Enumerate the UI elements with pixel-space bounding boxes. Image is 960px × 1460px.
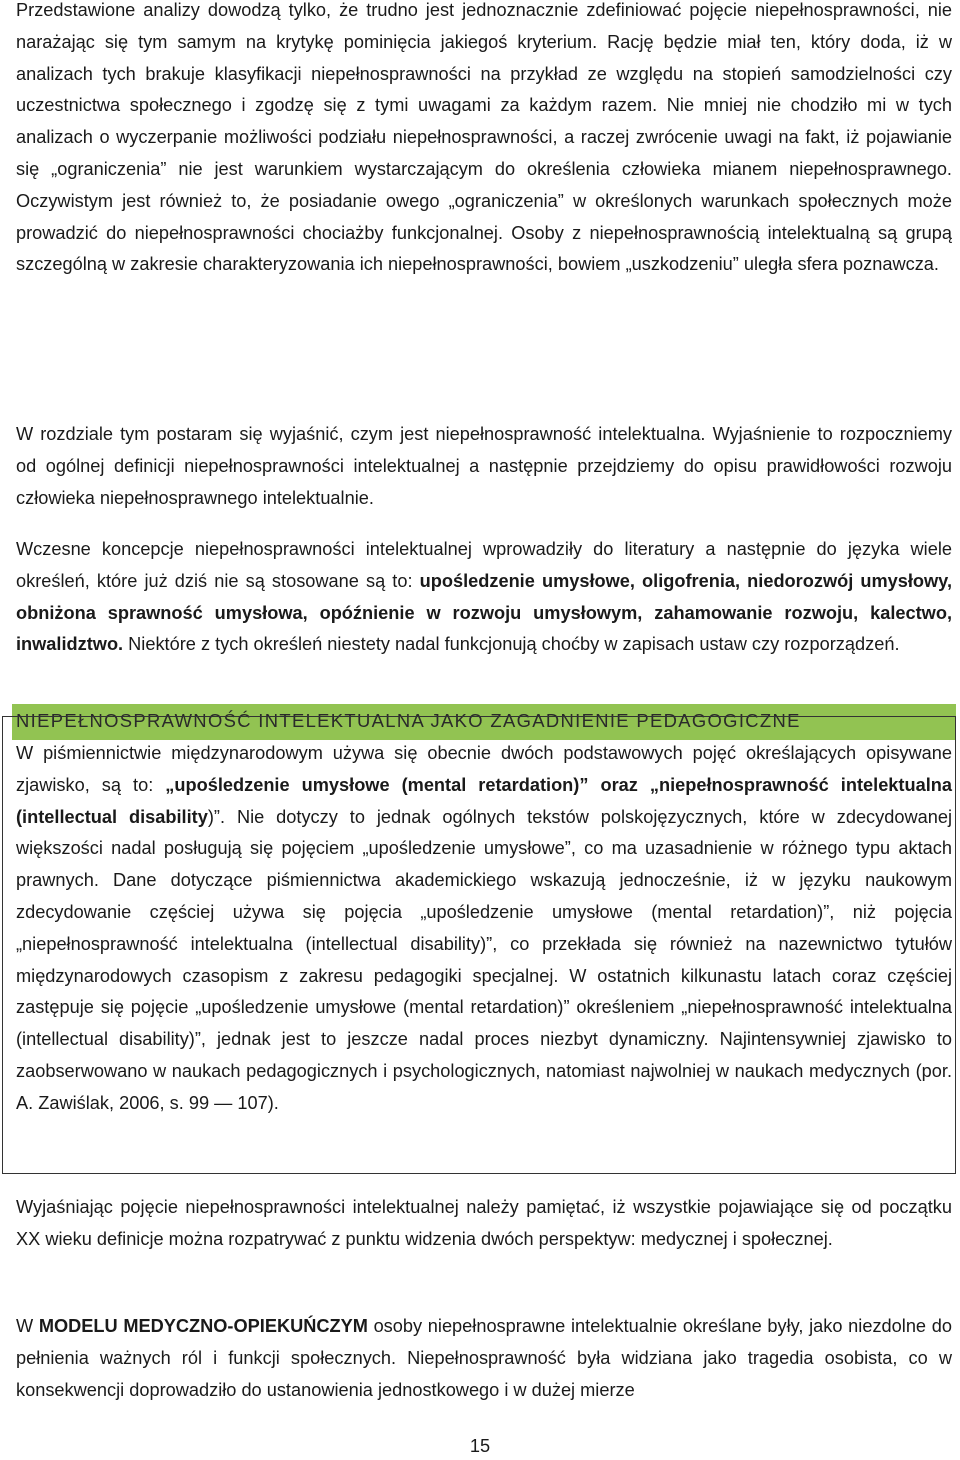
medical-model-name: MODELU MEDYCZNO-OPIEKUŃCZYM [38,1316,368,1336]
medical-model-text [16,1311,952,1406]
chapter-intro-paragraph [16,419,952,514]
explaining-text: Wyjaśniając pojęcie niepełnosprawności intelektualnej należy pamiętać, iż wszystkie pojawiające się od początku XX wieku definicje można rozpatrywać z punktu widzenia dwóch perspektyw: medycznej i społecznej. [16,1197,952,1249]
terminology-paragraph [16,738,952,1120]
terminology-part2: )”. Nie dotyczy to jednak ogólnych tekstów polskojęzycznych, które w zdecydowanej większości nadal posługują się pojęciem „upośledzenie umysłowe”, co ma uzasadnienie w różnego typu aktach prawnych. Dane dotyczące piśmiennictwa akademickiego wskazują jednocześnie, iż w języku naukowym zdecydowanie częściej używa się pojęcia „upośledzenie umysłowe (mental retardation)”, niż pojęcia „niepełnosprawność intelektualna (intellectual disability)”, co przekłada się również na nazewnictwo tytułów międzynarodowych czasopism z zakresu pedagogiki specjalnej. W ostatnich kilkunastu latach coraz częściej zastępuje się pojęcie „upośledzenie umysłowe (mental retardation)” określeniem „niepełnosprawność intelektualna (intellectual disability)”, jednak jest to jeszcze nadal proces niezbyt dynamiczny. Najintensywniej zjawisko to zaobserwowano w naukach pedagogicznych i psychologicznych, natomiast najwolniej w naukach medycznych (por. A. Zawiślak, 2006, s. 99 — 107). [16,806,952,1113]
chapter-intro-text: W rozdziale tym postaram się wyjaśnić, czym jest niepełnosprawność intelektualna. Wyjaśnienie to rozpoczniemy od ogólnej definicji niepełnosprawności intelektualnej a następnie przejdziemy do opisu prawidłowości rozwoju człowieka niepełnosprawnego intelektualnie. [16,424,952,508]
early-concepts-lead: Wczesne koncepcje niepełnosprawności intelektualnej wprowadziły do literatury a następnie do języka wiele określeń, które już dziś nie są stosowane są to: [16,539,952,591]
explaining-paragraph [16,1192,952,1256]
medical-model-paragraph [16,1311,952,1406]
medical-model-prefix: W [16,1316,39,1336]
intro-text: Przedstawione analizy dowodzą tylko, że trudno jest jednoznacznie zdefiniować pojęcie niepełnosprawności, nie narażając się tym samym na krytykę pominięcia jakiegoś kryterium. Rację będzie miał ten, który doda, iż w analizach tych brakuje klasyfikacji niepełnosprawności na przykład ze względu na stopień samodzielności czy uczestnictwa społecznego i zgodzę się z tymi uwagami za każdym razem. Nie mniej nie chodziło mi w tych analizach o wyczerpanie możliwości podziału niepełnosprawności, a raczej zwrócenie uwagi na fakt, iż pojawianie się „ograniczenia” nie jest warunkiem wystarczającym do określenia człowieka mianem niepełnosprawnego. Oczywistym jest również to, że posiadanie owego „ograniczenia” w określonych warunkach społecznych może prowadzić do niepełnosprawności chociażby funkcjonalnej. Osoby z niepełnosprawnością intelektualną są grupą szczególną w zakresie charakteryzowania ich niepełnosprawności, bowiem „uszkodzeniu” uległa sfera poznawcza. [16,0,952,275]
terminology-text [16,738,952,1120]
early-concepts-terms: upośledzenie umysłowe, oligofrenia, niedorozwój umysłowy, obniżona sprawność umysłowa, opóźnienie w rozwoju umysłowym, zahamowanie rozwoju, kalectwo, inwalidztwo. [16,570,952,655]
early-concepts-paragraph [16,534,952,661]
terminology-part1: W piśmiennictwie międzynarodowym używa się obecnie dwóch podstawowych pojęć określających opisywane zjawisko, są to: [16,743,952,795]
early-concepts-text [16,534,952,661]
terminology-terms: „upośledzenie umysłowe (mental retardation)” oraz „niepełnosprawność intelektualna (intellectual disability [16,774,952,827]
medical-model-body: osoby niepełnosprawne intelektualnie określane były, jako niezdolne do pełnienia ważnych ról i funkcji społecznych. Niepełnosprawność była widziana jako tragedia osobista, co w konsekwencji doprowadziło do ustanowienia jednostkowego i w dużej mierze [16,1316,952,1400]
early-concepts-tail: Niektóre z tych określeń niestety nadal funkcjonują choćby w zapisach ustaw czy rozporządzeń. [123,634,900,655]
page-number: 15 [469,1436,491,1456]
intro-paragraph [16,0,952,281]
section-heading-text: NIEPEŁNOSPRAWNOŚĆ INTELEKTUALNA JAKO ZAGADNIENIE PEDAGOGICZNE [16,710,801,731]
